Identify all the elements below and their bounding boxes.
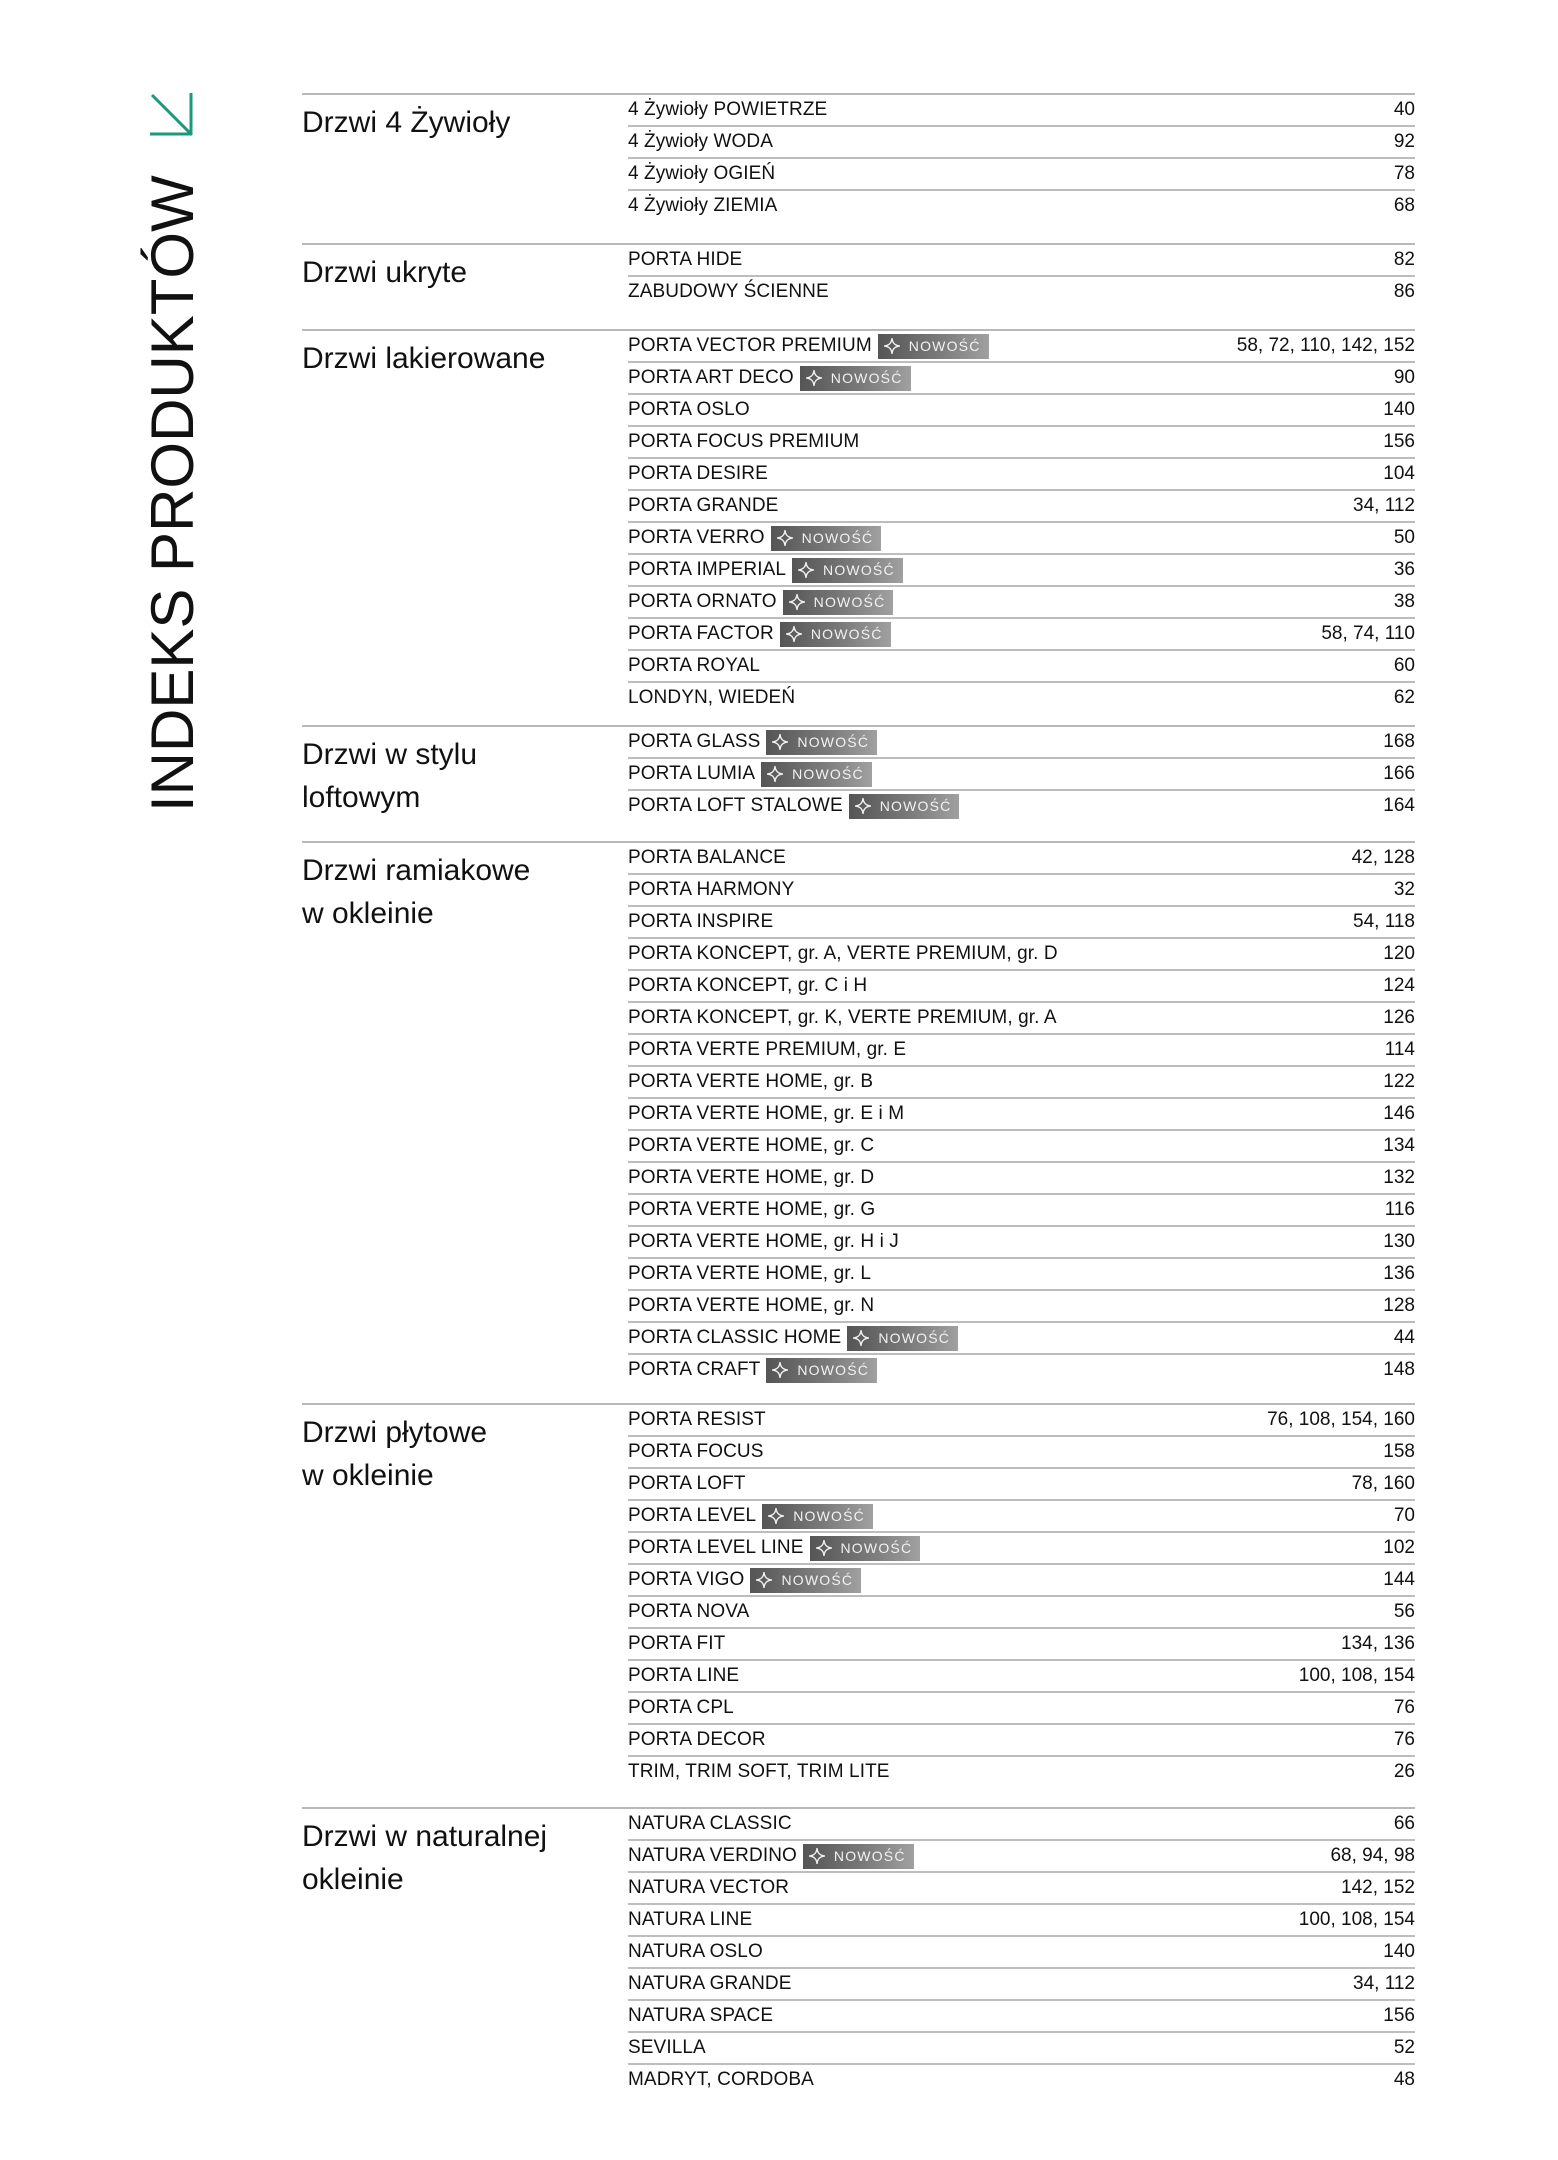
new-badge-label: NOWOŚĆ (823, 562, 895, 578)
page-numbers: 132 (1383, 1167, 1415, 1188)
product-name: LONDYN, WIEDEŃ (628, 687, 796, 708)
new-badge (783, 590, 894, 615)
sparkle-star-icon (772, 734, 788, 750)
list-item[interactable] (628, 1323, 1415, 1355)
page-numbers: 92 (1393, 131, 1415, 152)
list-item[interactable] (628, 127, 1415, 159)
list-item[interactable] (628, 245, 1415, 277)
product-name: PORTA GRANDE (628, 495, 779, 516)
list-item[interactable] (628, 939, 1415, 971)
page-numbers: 68, 94, 98 (1330, 1845, 1415, 1866)
product-name: ZABUDOWY ŚCIENNE (628, 281, 829, 302)
new-badge-label: NOWOŚĆ (878, 1330, 951, 1346)
list-item[interactable] (628, 683, 1415, 713)
list-item[interactable] (628, 619, 1415, 651)
page-numbers: 78, 160 (1351, 1473, 1415, 1494)
sparkle-star-icon (798, 562, 814, 578)
page-numbers: 144 (1383, 1569, 1415, 1590)
page-numbers: 34, 112 (1353, 1973, 1415, 1994)
new-badge-label: NOWOŚĆ (830, 370, 903, 386)
page-numbers: 104 (1383, 463, 1415, 484)
list-item[interactable] (628, 791, 1415, 821)
page-numbers: 140 (1383, 1941, 1415, 1962)
list-item[interactable] (628, 2001, 1415, 2033)
list-item[interactable] (628, 1757, 1415, 1787)
list-item[interactable] (628, 1195, 1415, 1227)
list-item[interactable] (628, 843, 1415, 875)
product-name: NATURA CLASSIC (628, 1813, 792, 1834)
list-item[interactable] (628, 759, 1415, 791)
product-name: PORTA BALANCE (628, 847, 786, 868)
list-item[interactable] (628, 95, 1415, 127)
new-badge (803, 1844, 914, 1869)
page-numbers: 76, 108, 154, 160 (1267, 1409, 1415, 1430)
list-item[interactable] (628, 727, 1415, 759)
page-numbers: 40 (1393, 99, 1415, 120)
index-section (302, 93, 1415, 243)
sparkle-star-icon (789, 594, 805, 610)
new-badge (771, 526, 882, 551)
product-name: NATURA VERDINO (628, 1845, 797, 1866)
new-badge-label: NOWOŚĆ (879, 798, 952, 814)
page-numbers: 60 (1393, 655, 1415, 676)
page-numbers: 36 (1393, 559, 1415, 580)
sparkle-star-icon (768, 1508, 784, 1524)
page-numbers: 120 (1383, 943, 1415, 964)
new-badge (878, 334, 989, 359)
page-numbers: 52 (1393, 2037, 1415, 2058)
page-numbers: 136 (1383, 1263, 1415, 1284)
item-list (628, 1405, 1415, 1787)
list-item[interactable] (628, 1099, 1415, 1131)
page-numbers: 58, 72, 110, 142, 152 (1236, 335, 1415, 356)
list-item[interactable] (628, 1905, 1415, 1937)
page-numbers: 166 (1383, 763, 1415, 784)
list-item[interactable] (628, 1629, 1415, 1661)
sparkle-star-icon (777, 530, 793, 546)
page-numbers: 126 (1383, 1007, 1415, 1028)
product-name: PORTA VERTE HOME, gr. H i J (628, 1231, 899, 1252)
list-item[interactable] (628, 1291, 1415, 1323)
product-name: PORTA ART DECO (628, 367, 794, 388)
product-name: PORTA VERRO (628, 527, 765, 548)
list-item[interactable] (628, 651, 1415, 683)
list-item[interactable] (628, 1809, 1415, 1841)
item-list (628, 95, 1415, 221)
index-section (302, 841, 1415, 1403)
page-numbers: 38 (1393, 591, 1415, 612)
page-numbers: 122 (1383, 1071, 1415, 1092)
product-name: MADRYT, CORDOBA (628, 2069, 814, 2090)
page-numbers: 76 (1393, 1729, 1415, 1750)
category-title-line: w okleinie (302, 1459, 434, 1492)
index-section (302, 329, 1415, 725)
product-name: 4 Żywioły WODA (628, 131, 773, 152)
list-item[interactable] (628, 159, 1415, 191)
product-name: 4 Żywioły POWIETRZE (628, 99, 828, 120)
list-item[interactable] (628, 875, 1415, 907)
index-section (302, 725, 1415, 841)
product-name: PORTA OSLO (628, 399, 750, 420)
product-name: PORTA VERTE HOME, gr. E i M (628, 1103, 905, 1124)
page-numbers: 114 (1384, 1039, 1415, 1060)
page-numbers: 134 (1383, 1135, 1415, 1156)
list-item[interactable] (628, 1469, 1415, 1501)
product-name: PORTA FACTOR (628, 623, 774, 644)
product-name: 4 Żywioły ZIEMIA (628, 195, 778, 216)
list-item[interactable] (628, 427, 1415, 459)
page-numbers: 78 (1393, 163, 1415, 184)
list-item[interactable] (628, 2065, 1415, 2095)
product-name: NATURA GRANDE (628, 1973, 792, 1994)
list-item[interactable] (628, 1661, 1415, 1693)
product-name: NATURA VECTOR (628, 1877, 790, 1898)
sparkle-star-icon (786, 626, 802, 642)
product-name: PORTA VECTOR PREMIUM (628, 335, 872, 356)
page-numbers: 50 (1393, 527, 1415, 548)
new-badge-label: NOWOŚĆ (793, 1508, 865, 1524)
new-badge (800, 366, 911, 391)
list-item[interactable] (628, 1873, 1415, 1905)
product-name: PORTA HIDE (628, 249, 743, 270)
category-title-line: loftowym (302, 781, 421, 814)
product-name: NATURA OSLO (628, 1941, 763, 1962)
new-badge-label: NOWOŚĆ (797, 1362, 870, 1378)
product-name: PORTA KONCEPT, gr. A, VERTE PREMIUM, gr. D (628, 943, 1058, 964)
product-name: PORTA RESIST (628, 1409, 766, 1430)
page-numbers: 44 (1393, 1327, 1415, 1348)
category-title-line: Drzwi w naturalnej (302, 1820, 548, 1853)
product-name: PORTA LOFT STALOWE (628, 795, 843, 816)
product-name: PORTA KONCEPT, gr. K, VERTE PREMIUM, gr. A (628, 1007, 1057, 1028)
page-numbers: 86 (1393, 281, 1415, 302)
product-name: 4 Żywioły OGIEŃ (628, 163, 776, 184)
product-name: PORTA KONCEPT, gr. C i H (628, 975, 868, 996)
category-title-line: w okleinie (302, 897, 434, 930)
sparkle-star-icon (809, 1848, 825, 1864)
category-title (302, 95, 628, 221)
product-name: PORTA LEVEL (628, 1505, 757, 1526)
list-item[interactable] (628, 1725, 1415, 1757)
category-title-line: Drzwi lakierowane (302, 342, 546, 375)
product-name: PORTA NOVA (628, 1601, 750, 1622)
new-badge (780, 622, 891, 647)
item-list (628, 331, 1415, 713)
page-numbers: 56 (1393, 1601, 1415, 1622)
product-name: PORTA ROYAL (628, 655, 761, 676)
page-numbers: 66 (1393, 1813, 1415, 1834)
page-numbers: 140 (1383, 399, 1415, 420)
new-badge-label: NOWOŚĆ (810, 626, 883, 642)
list-item[interactable] (628, 587, 1415, 619)
page-numbers: 32 (1393, 879, 1415, 900)
page-numbers: 142, 152 (1341, 1877, 1415, 1898)
list-item[interactable] (628, 363, 1415, 395)
list-item[interactable] (628, 331, 1415, 363)
list-item[interactable] (628, 1693, 1415, 1725)
category-title-line: Drzwi płytowe (302, 1416, 488, 1449)
product-name: PORTA LINE (628, 1665, 740, 1686)
list-item[interactable] (628, 971, 1415, 1003)
product-index (302, 93, 1415, 2095)
list-item[interactable] (628, 191, 1415, 221)
list-item[interactable] (628, 1937, 1415, 1969)
new-badge-label: NOWOŚĆ (792, 766, 864, 782)
list-item[interactable] (628, 1597, 1415, 1629)
new-badge-label: NOWOŚĆ (813, 594, 886, 610)
page-numbers: 76 (1393, 1697, 1415, 1718)
product-name: SEVILLA (628, 2037, 706, 2058)
product-name: PORTA LOFT (628, 1473, 746, 1494)
new-badge (750, 1568, 861, 1593)
product-name: PORTA CRAFT (628, 1359, 761, 1380)
page-numbers: 124 (1383, 975, 1415, 996)
page-numbers: 146 (1383, 1103, 1415, 1124)
page-numbers: 158 (1383, 1441, 1415, 1462)
page-numbers: 130 (1383, 1231, 1415, 1252)
page-numbers: 70 (1393, 1505, 1415, 1526)
list-item[interactable] (628, 1035, 1415, 1067)
new-badge-label: NOWOŚĆ (840, 1540, 913, 1556)
list-item[interactable] (628, 1405, 1415, 1437)
product-name: PORTA INSPIRE (628, 911, 774, 932)
new-badge (761, 762, 872, 787)
list-item[interactable] (628, 277, 1415, 307)
index-section (302, 1807, 1415, 2095)
product-name: PORTA VERTE PREMIUM, gr. E (628, 1039, 907, 1060)
category-title-line: Drzwi 4 Żywioły (302, 106, 511, 139)
sparkle-star-icon (855, 798, 871, 814)
list-item[interactable] (628, 1969, 1415, 2001)
sparkle-star-icon (806, 370, 822, 386)
product-name: TRIM, TRIM SOFT, TRIM LITE (628, 1761, 890, 1782)
list-item[interactable] (628, 491, 1415, 523)
page-numbers: 100, 108, 154 (1298, 1665, 1415, 1686)
category-title-line: okleinie (302, 1863, 404, 1896)
page-numbers: 168 (1383, 731, 1415, 752)
new-badge (849, 794, 960, 819)
category-title-line: Drzwi w stylu (302, 738, 478, 771)
item-list (628, 727, 1415, 821)
list-item[interactable] (628, 1259, 1415, 1291)
product-name: PORTA VERTE HOME, gr. B (628, 1071, 874, 1092)
item-list (628, 1809, 1415, 2095)
page-numbers: 164 (1383, 795, 1415, 816)
page-numbers: 134, 136 (1341, 1633, 1415, 1654)
page-numbers: 116 (1384, 1199, 1415, 1220)
product-name: PORTA DESIRE (628, 463, 768, 484)
list-item[interactable] (628, 1355, 1415, 1385)
page-numbers: 34, 112 (1353, 495, 1415, 516)
arrow-down-right-icon (148, 91, 194, 137)
product-name: NATURA LINE (628, 1909, 753, 1930)
page-numbers: 156 (1383, 431, 1415, 452)
list-item[interactable] (628, 2033, 1415, 2065)
page-numbers: 68 (1393, 195, 1415, 216)
new-badge-label: NOWOŚĆ (833, 1848, 906, 1864)
product-name: PORTA CLASSIC HOME (628, 1327, 842, 1348)
product-name: PORTA FOCUS PREMIUM (628, 431, 860, 452)
list-item[interactable] (628, 1841, 1415, 1873)
product-name: PORTA FIT (628, 1633, 726, 1654)
sparkle-star-icon (884, 338, 900, 354)
product-name: PORTA VERTE HOME, gr. D (628, 1167, 875, 1188)
category-title-line: Drzwi ramiakowe (302, 854, 531, 887)
category-title (302, 1405, 628, 1787)
new-badge (762, 1504, 873, 1529)
new-badge (766, 1358, 877, 1383)
page-numbers: 48 (1393, 2069, 1415, 2090)
page-numbers: 26 (1393, 1761, 1415, 1782)
list-item[interactable] (628, 555, 1415, 587)
category-title (302, 843, 628, 1385)
item-list (628, 245, 1415, 307)
product-name: PORTA LEVEL LINE (628, 1537, 804, 1558)
new-badge-label: NOWOŚĆ (781, 1572, 854, 1588)
list-item[interactable] (628, 523, 1415, 555)
new-badge (792, 558, 903, 583)
list-item[interactable] (628, 1227, 1415, 1259)
index-section (302, 1403, 1415, 1807)
product-name: PORTA ORNATO (628, 591, 777, 612)
page-numbers: 128 (1383, 1295, 1415, 1316)
product-name: PORTA VIGO (628, 1569, 745, 1590)
list-item[interactable] (628, 459, 1415, 491)
page-numbers: 42, 128 (1351, 847, 1415, 868)
product-name: PORTA IMPERIAL (628, 559, 787, 580)
sparkle-star-icon (816, 1540, 832, 1556)
list-item[interactable] (628, 907, 1415, 939)
product-name: PORTA VERTE HOME, gr. L (628, 1263, 872, 1284)
page-numbers: 54, 118 (1353, 911, 1415, 932)
product-name: PORTA GLASS (628, 731, 761, 752)
product-name: PORTA DECOR (628, 1729, 766, 1750)
product-name: PORTA LUMIA (628, 763, 756, 784)
list-item[interactable] (628, 1131, 1415, 1163)
page-numbers: 100, 108, 154 (1298, 1909, 1415, 1930)
page-numbers: 62 (1393, 687, 1415, 708)
category-title (302, 727, 628, 821)
page-numbers: 148 (1383, 1359, 1415, 1380)
sparkle-star-icon (767, 766, 783, 782)
list-item[interactable] (628, 1533, 1415, 1565)
product-name: PORTA FOCUS (628, 1441, 764, 1462)
new-badge (847, 1326, 958, 1351)
page-numbers: 102 (1383, 1537, 1415, 1558)
sparkle-star-icon (756, 1572, 772, 1588)
product-name: PORTA CPL (628, 1697, 734, 1718)
new-badge (766, 730, 877, 755)
page-numbers: 156 (1383, 2005, 1415, 2026)
new-badge-label: NOWOŚĆ (801, 530, 874, 546)
product-name: NATURA SPACE (628, 2005, 774, 2026)
list-item[interactable] (628, 1565, 1415, 1597)
page-numbers: 58, 74, 110 (1321, 623, 1415, 644)
list-item[interactable] (628, 1003, 1415, 1035)
product-name: PORTA VERTE HOME, gr. C (628, 1135, 875, 1156)
category-title-line: Drzwi ukryte (302, 256, 468, 289)
page-title: INDEKS PRODUKTÓW (139, 175, 206, 812)
category-title (302, 245, 628, 307)
category-title (302, 1809, 628, 2095)
new-badge-label: NOWOŚĆ (797, 734, 870, 750)
list-item[interactable] (628, 1501, 1415, 1533)
sparkle-star-icon (853, 1330, 869, 1346)
new-badge-label: NOWOŚĆ (908, 338, 981, 354)
list-item[interactable] (628, 1067, 1415, 1099)
page-numbers: 90 (1393, 367, 1415, 388)
product-name: PORTA VERTE HOME, gr. G (628, 1199, 876, 1220)
new-badge (810, 1536, 921, 1561)
sparkle-star-icon (772, 1362, 788, 1378)
item-list (628, 843, 1415, 1385)
product-name: PORTA VERTE HOME, gr. N (628, 1295, 875, 1316)
index-section (302, 243, 1415, 329)
product-name: PORTA HARMONY (628, 879, 795, 900)
page-numbers: 82 (1393, 249, 1415, 270)
list-item[interactable] (628, 1437, 1415, 1469)
category-title (302, 331, 628, 713)
list-item[interactable] (628, 1163, 1415, 1195)
list-item[interactable] (628, 395, 1415, 427)
